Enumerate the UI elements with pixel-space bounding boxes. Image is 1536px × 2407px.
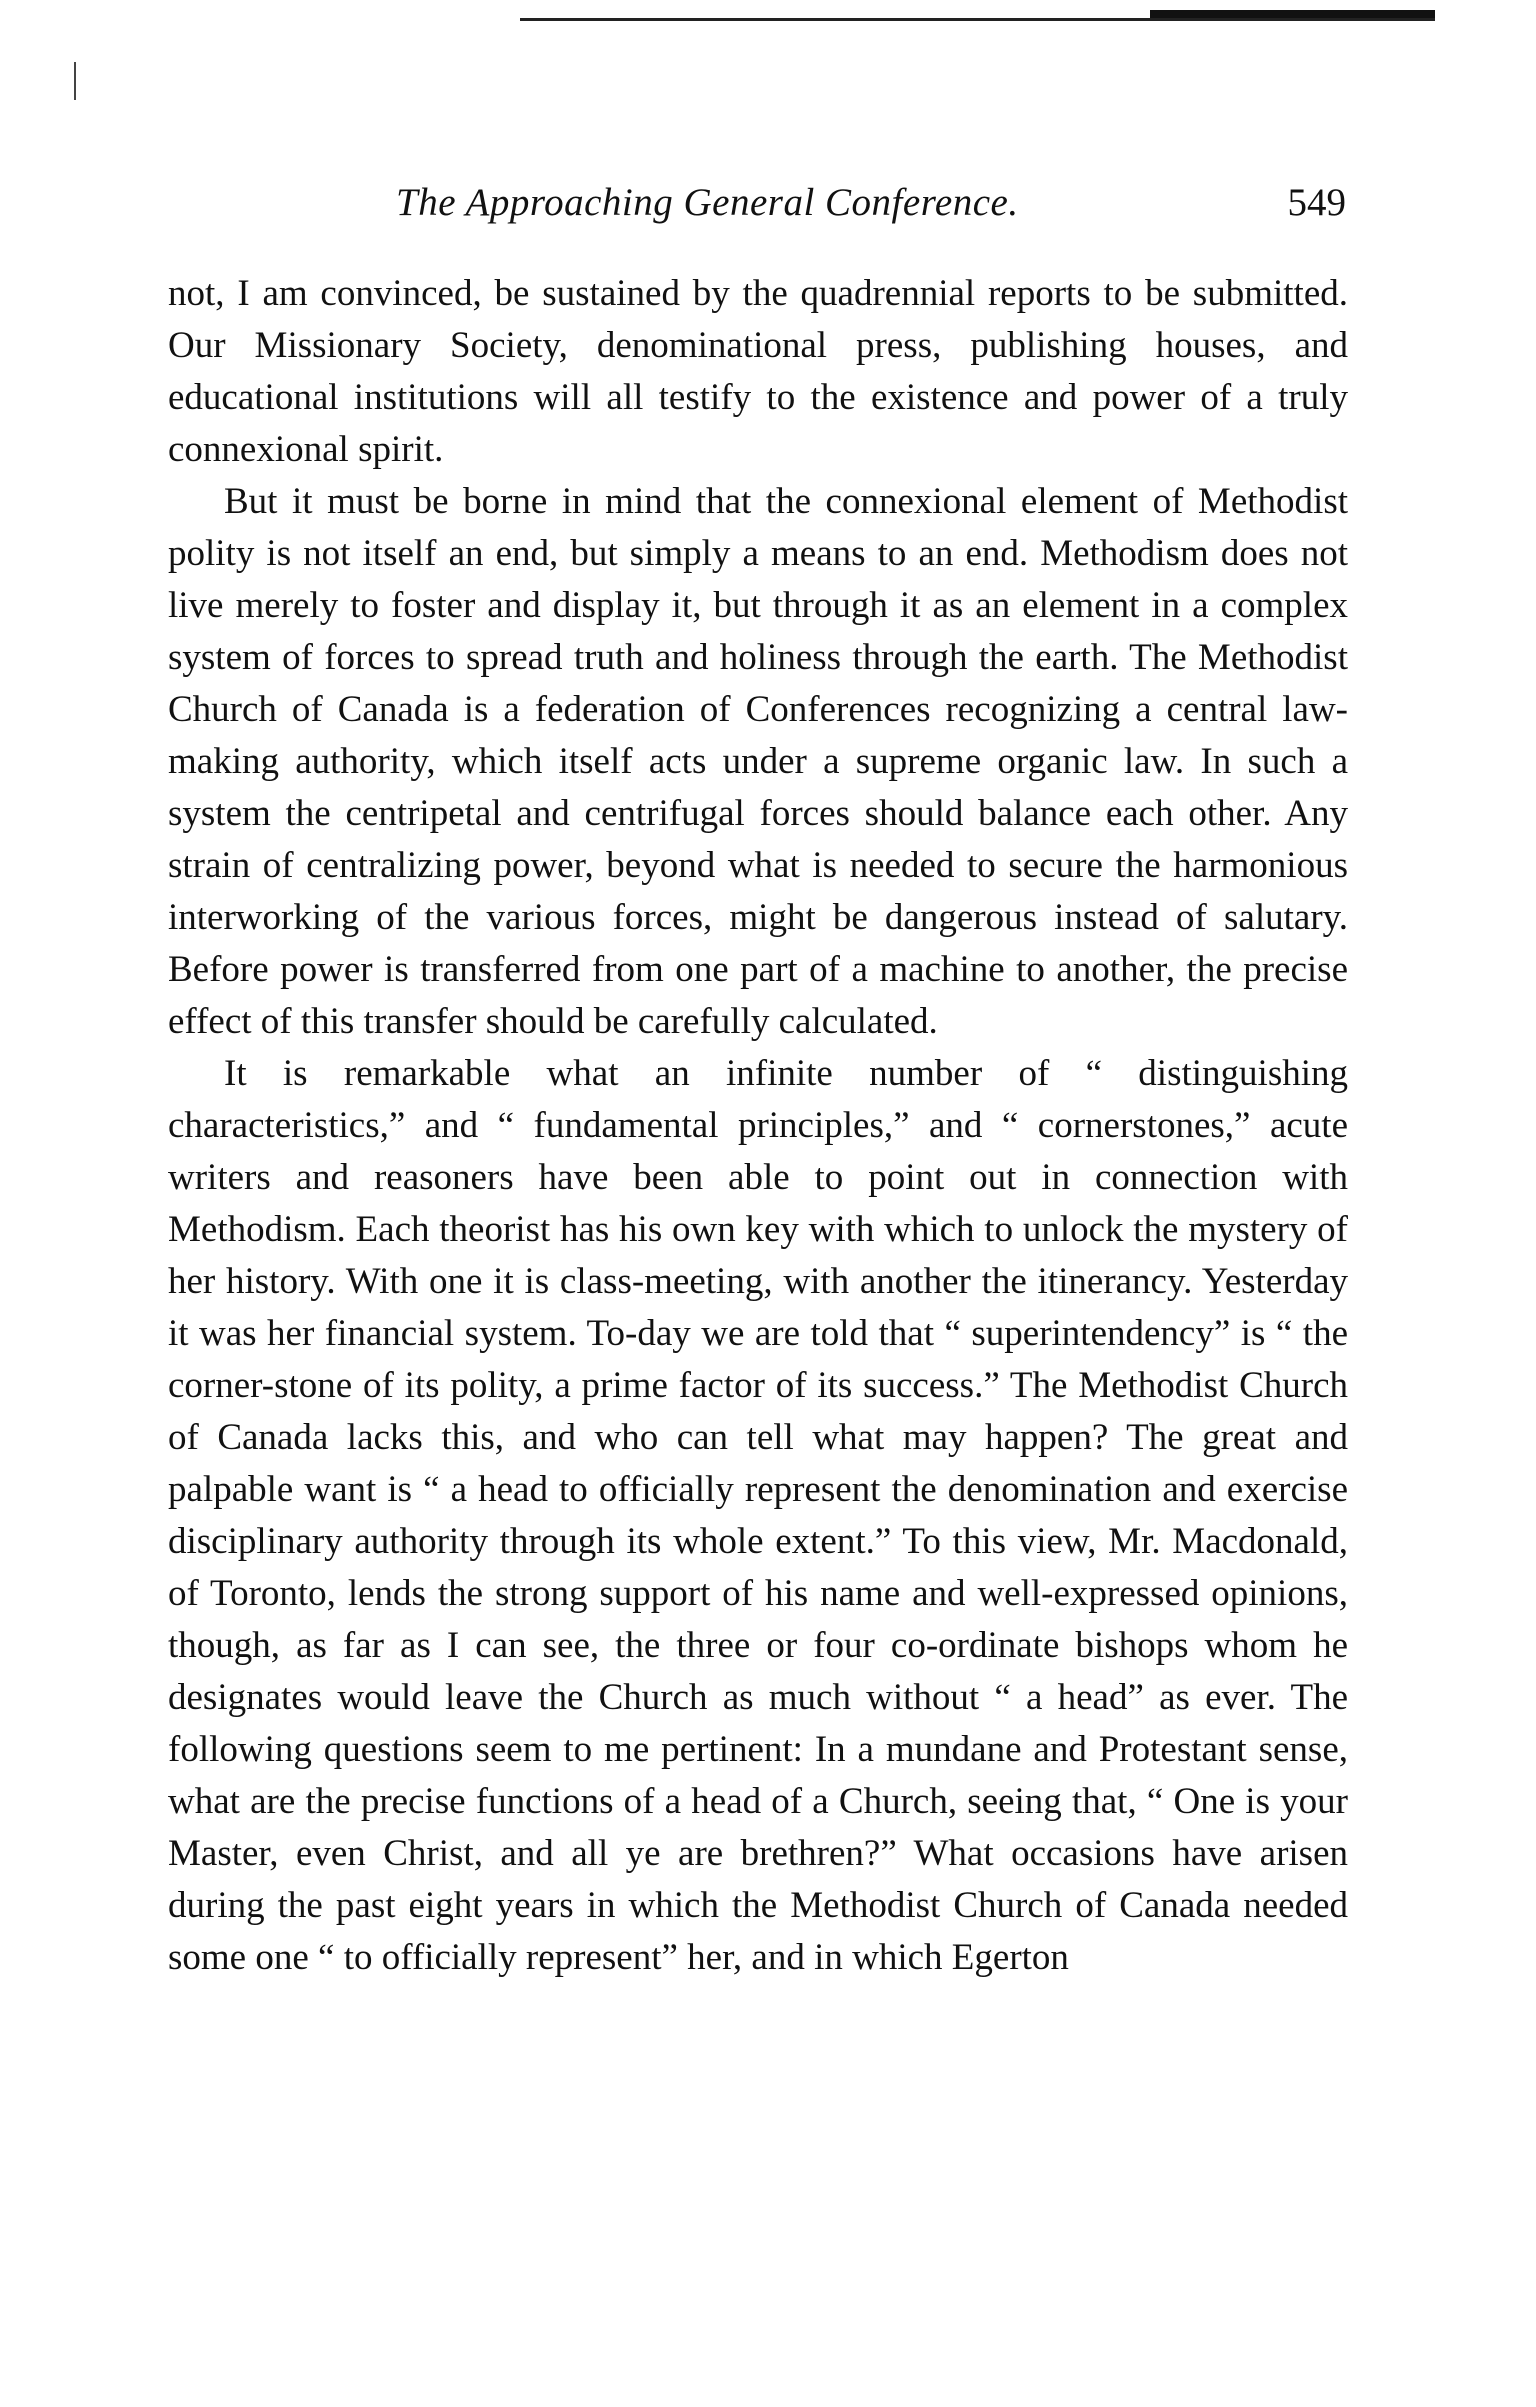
running-head bbox=[168, 180, 1346, 236]
paragraph-2: But it must be borne in mind that the connexional element of Methodist polity is not itself an end, but simply a means to an end. Methodism does not live merely to foster and display it, but through it as an element in a complex system of forces to spread truth and holiness through the earth. The Methodist Church of Canada is a federation of Conferences recognizing a central law-making authority, which itself acts under a supreme organic law. In such a system the centripetal and centrifugal forces should balance each other. Any strain of centralizing power, beyond what is needed to secure the harmonious interworking of the various forces, might be dangerous instead of salutary. Before power is transferred from one part of a machine to another, the precise effect of this transfer should be carefully calculated. bbox=[168, 481, 1348, 1042]
margin-mark bbox=[74, 62, 76, 100]
top-edge-rule bbox=[520, 18, 1435, 21]
paragraph-3: It is remarkable what an infinite number of “ distinguishing characteristics,” and “ fundamental principles,” and “ cornerstones,” acute writers and reasoners have been able to point out in connection with Methodism. Each theorist has his own key with which to unlock the mystery of her history. With one it is class-meeting, with another the itinerancy. Yesterday it was her financial system. To-day we are told that “ superintendency” is “ the corner-stone of its polity, a prime factor of its success.” The Methodist Church of Canada lacks this, and who can tell what may happen? The great and palpable want is “ a head to officially represent the denomination and exercise disciplinary authority through its whole extent.” To this view, Mr. Macdonald, of Toronto, lends the strong support of his name and well-expressed opinions, though, as far as I can see, the three or four co-ordinate bishops whom he designates would leave the Church as much without “ a head” as ever. The following questions seem to me pertinent: In a mundane and Protestant sense, what are the precise functions of a head of a Church, seeing that, “ One is your Master, even Christ, and all ye are brethren?” What occasions have arisen during the past eight years in which the Methodist Church of Canada needed some one “ to officially represent” her, and in which Egerton bbox=[168, 1053, 1348, 1978]
body-text bbox=[168, 268, 1348, 1984]
running-title: The Approaching General Conference. bbox=[396, 181, 1019, 224]
page-number: 549 bbox=[1287, 181, 1346, 224]
paragraph-1: not, I am convinced, be sustained by the quadrennial reports to be submitted. Our Missionary Society, denominational press, publishing houses, and educational institutions will all testify to the existence and power of a truly connexional spirit. bbox=[168, 273, 1348, 470]
